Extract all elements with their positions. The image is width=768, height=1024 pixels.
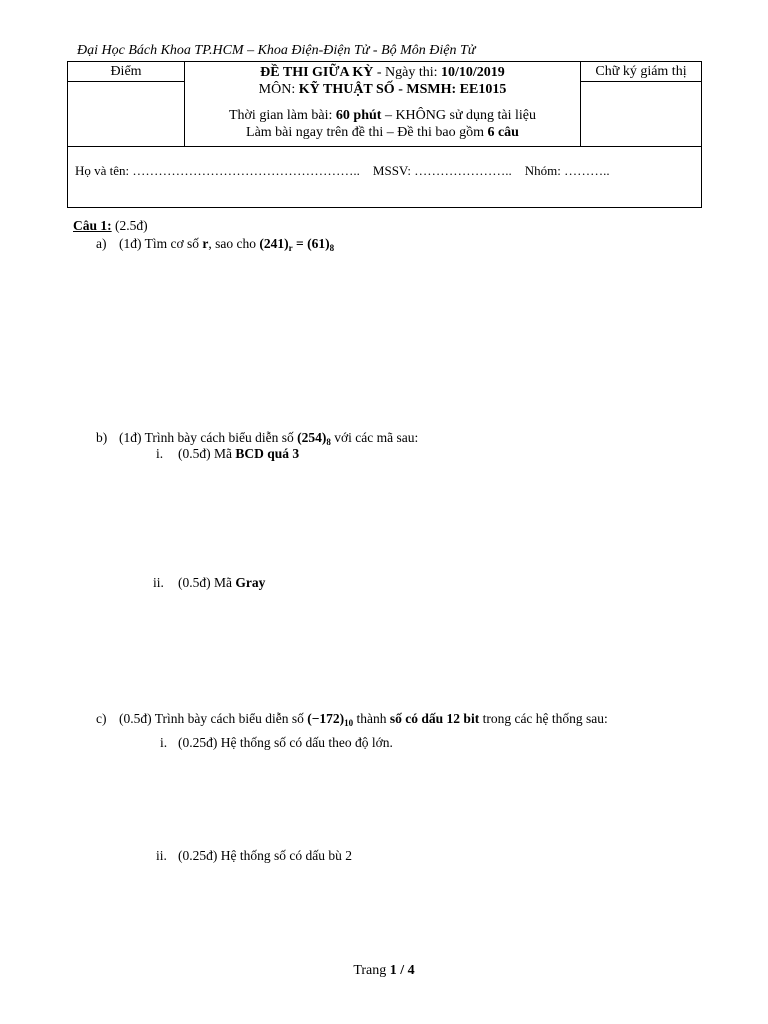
question-1-heading (73, 218, 148, 234)
exam-info-table (67, 61, 702, 208)
exam-title: ĐỀ THI GIỮA KỲ (260, 65, 374, 80)
group-field[interactable]: Nhóm: ……….. (524, 163, 610, 178)
question-1c-i-marker: i. (160, 735, 168, 750)
exam-date: 10/10/2019 (441, 65, 505, 80)
exam-title-line (185, 64, 580, 81)
question-1-label: Câu 1: (73, 218, 112, 233)
student-id-field[interactable]: MSSV: ………………….. (372, 163, 512, 178)
student-name-field[interactable]: Họ và tên: …………………………………………….. (75, 163, 360, 178)
signature-box[interactable] (581, 82, 702, 147)
question-1c-ii-marker: ii. (156, 848, 167, 863)
signature-label-cell (581, 62, 702, 82)
page-number: Trang 1 / 4 (353, 963, 415, 978)
course-code: EE1015 (459, 82, 507, 97)
exam-time: 60 phút (335, 108, 382, 123)
question-1c-marker: c) (96, 711, 107, 726)
question-1b-i-text: (0.5đ) Mã BCD quá 3 (178, 446, 300, 461)
subject-label: MÔN: (258, 82, 299, 97)
instruction-text: Làm bài ngay trên đề thi – Đề thi bao gồm (246, 125, 488, 140)
code-label: - MSMH: (394, 82, 460, 97)
student-info-row[interactable] (68, 147, 702, 208)
question-1c-i-text: (0.25đ) Hệ thống số có dấu theo độ lớn. (178, 735, 393, 750)
question-1-points: (2.5đ) (111, 218, 148, 233)
question-1a-marker: a) (96, 236, 107, 251)
question-1a-text: (1đ) Tìm cơ số r, sao cho $(241)_r = (61)_8$ (119, 236, 335, 253)
score-label: Điểm (110, 64, 142, 79)
institution-header: Đại Học Bách Khoa TP.HCM – Khoa Điện-Điện Tử - Bộ Môn Điện Tử (77, 43, 476, 58)
time-label: Thời gian làm bài: (228, 108, 336, 123)
subject-name: KỸ THUẬT SỐ (298, 82, 395, 97)
time-line (185, 107, 580, 124)
signature-label: Chữ ký giám thị (595, 64, 687, 79)
instruction-line (185, 124, 580, 141)
question-1b-ii-marker: ii. (153, 575, 164, 590)
question-1b-marker: b) (96, 430, 108, 445)
question-count: 6 câu (487, 125, 519, 140)
time-note: – KHÔNG sử dụng tài liệu (381, 108, 537, 123)
score-box[interactable] (68, 82, 185, 147)
score-label-cell (68, 62, 185, 82)
subject-line (185, 81, 580, 98)
question-1b-i-marker: i. (156, 446, 164, 461)
exam-title-cell (185, 62, 581, 147)
question-1c-ii-text: (0.25đ) Hệ thống số có dấu bù 2 (178, 848, 352, 863)
date-label: - Ngày thi: (373, 65, 442, 80)
question-1b-ii-text: (0.5đ) Mã Gray (178, 575, 266, 590)
question-1b-text: (1đ) Trình bày cách biểu diễn số $(254)_8$ với các mã sau: (119, 430, 419, 447)
question-1c-text: (0.5đ) Trình bày cách biểu diễn số $(-172)_{10}$ thành số có dấu 12 bit trong các hệ thống sau: (119, 711, 608, 728)
